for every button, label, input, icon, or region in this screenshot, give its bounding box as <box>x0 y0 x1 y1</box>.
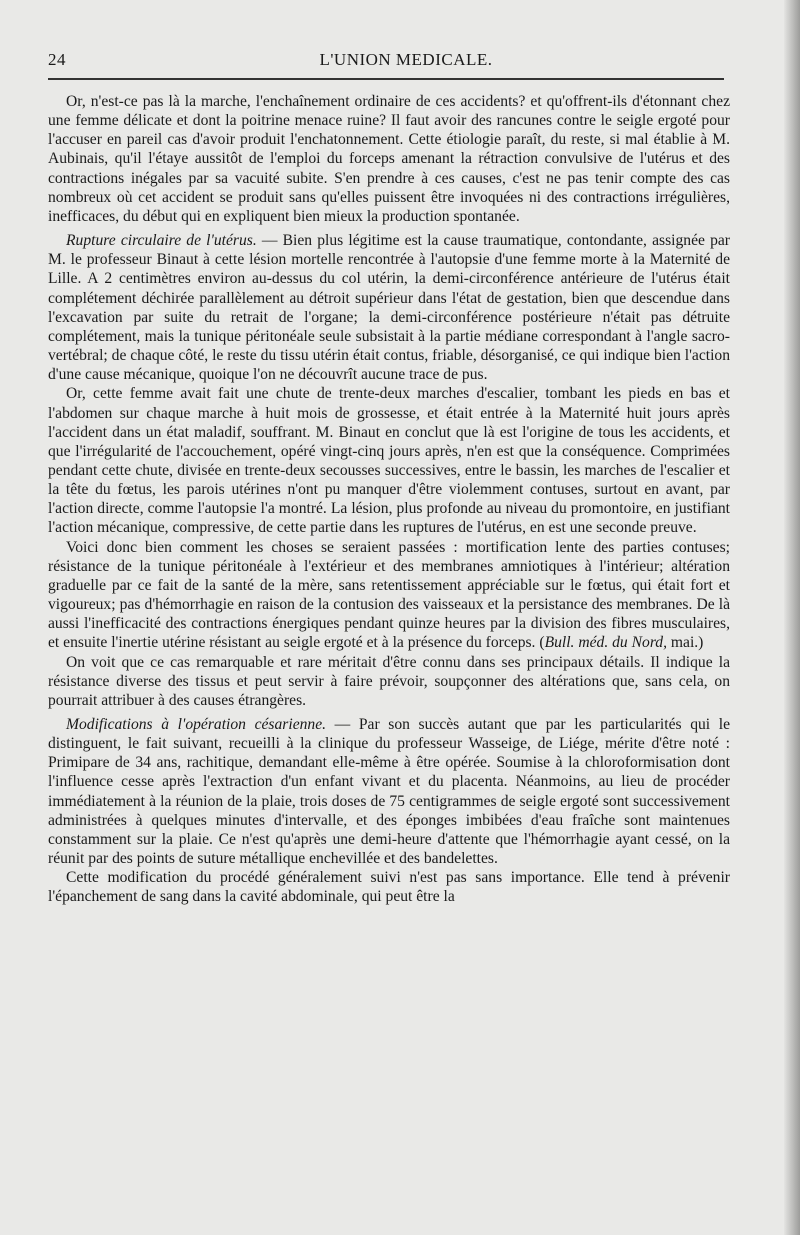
section-lead-rupture: Rupture circulaire de l'utérus. <box>66 232 257 250</box>
paragraph-operation-cesarienne <box>48 715 730 868</box>
paragraph-text: Voici donc bien comment les choses se seraient passées : mortification lente des parties contuses; résistance de la tunique péritonéale à l'extérieur et des membranes amniotiques à l'intérieur; altération graduelle par ce fait de la santé de la mère, sans retentissement appréciable sur le fœtus, qui était fort et vigoureux; pas d'hémorrhagie en raison de la contusion des vaisseaux et la persistance des membranes. De là aussi l'inefficacité des contractions énergiques pendant quinze heures par la division des fibres musculaires, et ensuite l'inertie utérine résistant au seigle ergoté et à la présence du forceps. ( <box>48 538 730 652</box>
paragraph-text: Or, n'est-ce pas là la marche, l'enchaînement ordinaire de ces accidents? et qu'offrent-ils d'étonnant chez une femme délicate et dont la poitrine menace ruine? Il faut avoir des rancunes contre le seigle ergoté pour l'accuser en pareil cas d'avoir produit l'enchatonnement. Cette étiologie paraît, du reste, si mal établie à M. Aubinais, qu'il l'étaye aussitôt de l'emploi du forceps amenant la rétraction convulsive de l'utérus et des contractions inégales par sa vacuité subite. S'en prendre à ces causes, c'est ne pas tenir compte des cas nombreux où cet accident se produit sans qu'elles puissent être invoquées ni des contractions irrégulières, inefficaces, du début qui en expliquent bien mieux la production spontanée. <box>48 93 730 225</box>
paragraph-rupture-circulaire <box>48 231 730 384</box>
header-rule <box>48 78 724 80</box>
page-number: 24 <box>48 50 66 69</box>
paragraph-text: — Par son succès autant que par les particularités qui le distinguent, le fait suivant, recueilli à la clinique du professeur Wasseige, de Liége, mérite d'être noté : Primipare de 34 ans, rachitique, demandant elle-même à être opérée. Soumise à la chloroformisation dont l'influence cesse après l'extraction d'un enfant vivant et du placenta. Néanmoins, au lieu de procéder immédiatement à la réunion de la plaie, trois doses de 75 centigrammes de seigle ergoté sont successivement administrées à quelques minutes d'intervalle, et des éponges imbibées d'eau fraîche sont maintenues constamment sur la plaie. Ce n'est qu'après une demi-heure d'attente que l'hémorrhagie ayant cessé, on la réunit par des points de suture métallique enchevillée et des bandelettes. <box>48 716 730 868</box>
paragraph-text: Or, cette femme avait fait une chute de trente-deux marches d'escalier, tombant les pieds en bas et l'abdomen sur chaque marche à huit mois de grossesse, et était entrée à la Maternité huit jours après l'accident dans un état maladif, souffrant. M. Binaut en conclut que là est l'origine de tous les accidents, et que l'irrégularité de l'accouchement, opéré vingt-cinq jours après, n'en est que la conséquence. Comprimées pendant cette chute, divisée en trente-deux secousses successives, entre le bassin, les marches de l'escalier et la tête du fœtus, les parois utérines n'ont pu manquer d'être violemment contuses, surtout en avant, par l'action directe, comme l'autopsie l'a montré. La lésion, plus profonde au niveau du promontoire, en justifiant l'action mécanique, compressive, de cette partie dans les ruptures de l'utérus, en est une seconde preuve. <box>48 385 730 537</box>
paragraph-chute-escalier <box>48 384 730 537</box>
page-edge-shadow <box>784 0 800 1235</box>
paragraph-mortification <box>48 538 730 653</box>
paragraph-text: — Bien plus légitime est la cause traumatique, contondante, assignée par M. le professeur Binaut à cette lésion mortelle rencontrée à l'autopsie d'une femme morte à la Maternité de Lille. A 2 centimètres environ au-dessus du col utérin, la demi-circonférence antérieure de l'utérus était complétement déchirée parallèlement au détroit supérieur dans l'état de gestation, bien que descendue dans l'excavation par suite du retrait de l'organe; la demi-circonférence postérieure n'était pas détruite complétement, mais la tunique péritonéale seule subsistait à la partie médiane correspondant à l'angle sacro-vertébral; de chaque côté, le reste du tissu utérin était contus, friable, désorganisé, ce qui indique bien l'action d'une cause mécanique, quoique l'on ne découvrît aucune trace de pus. <box>48 232 730 384</box>
paragraph-conclusion-cas <box>48 653 730 710</box>
running-header <box>48 50 724 74</box>
paragraph-text: On voit que ce cas remarquable et rare méritait d'être connu dans ses principaux détails. Il indique la résistance diverse des tissus et peut servir à faire prévoir, soupçonner des altérations que, sans cela, on pourrait attribuer à des causes étrangères. <box>48 653 730 709</box>
paragraph-text: Cette modification du procédé généralement suivi n'est pas sans importance. Elle tend à prévenir l'épanchement de sang dans la cavité abdominale, qui peut être la <box>48 869 730 906</box>
paragraph-modification-procede <box>48 868 730 906</box>
running-title: L'UNION MEDICALE. <box>319 50 493 69</box>
article-body <box>48 92 730 907</box>
citation-tail: mai.) <box>667 634 704 652</box>
journal-citation: Bull. méd. du Nord, <box>544 634 667 652</box>
section-lead-cesarienne: Modifications à l'opération césarienne. <box>66 716 327 733</box>
paragraph-enchatonnement <box>48 92 730 226</box>
